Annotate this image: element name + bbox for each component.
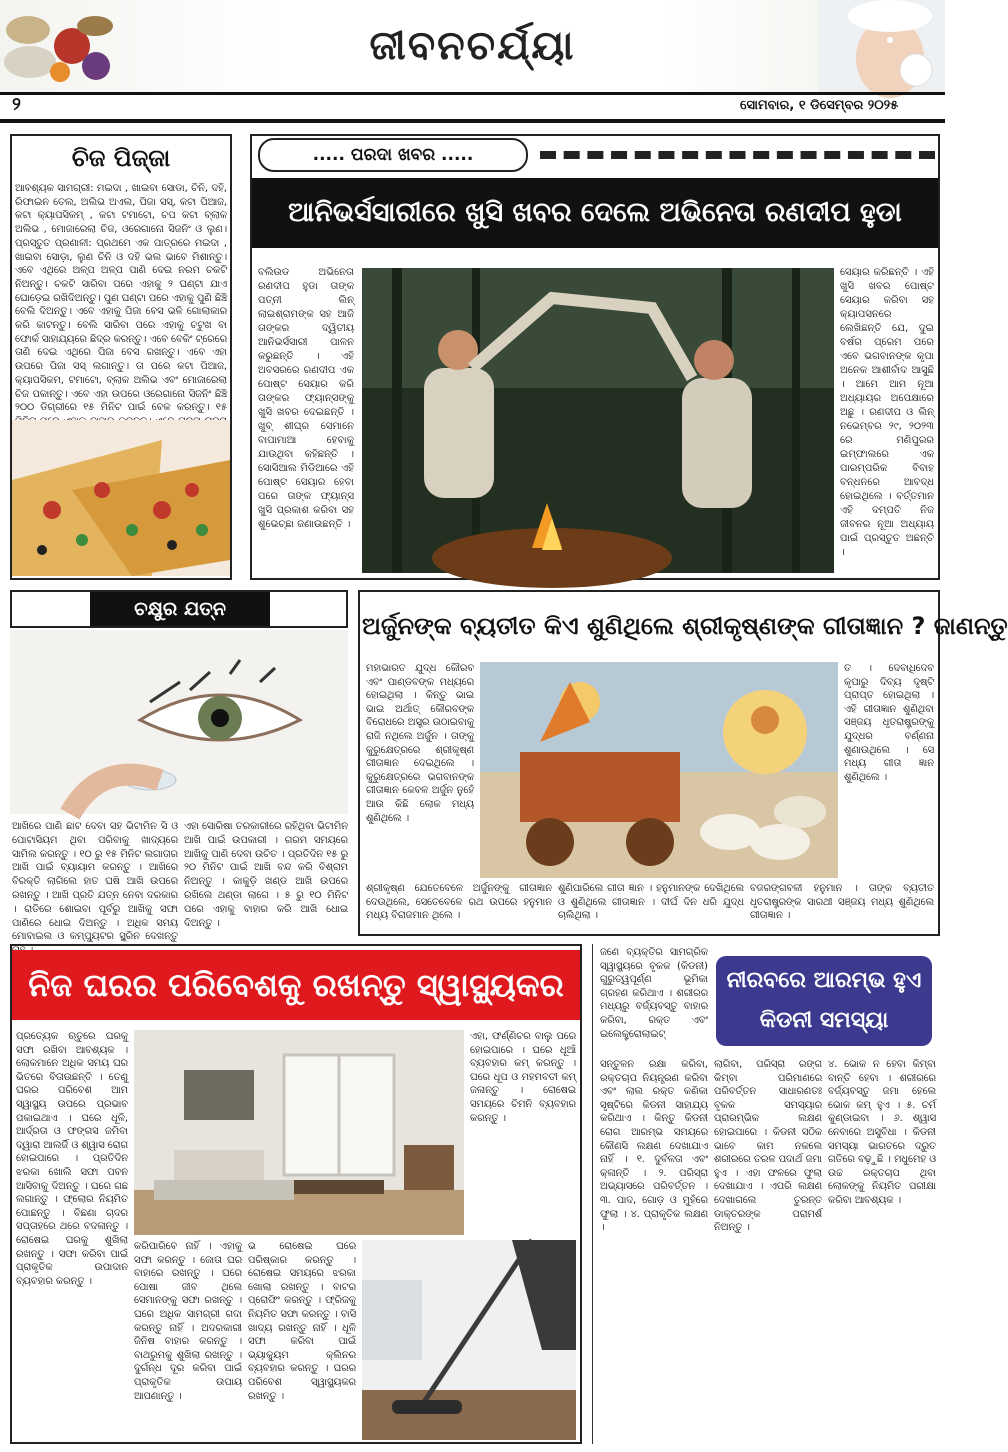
living-room-photo: [134, 1030, 464, 1235]
kidney-col1-text: ସନ୍ତୁଳନ ରକ୍ଷା କରିବା, ରକ୍ତଚାପ ନିୟନ୍ତ୍ରଣ କରିବା ଏବଂ ଲାଲ ରକ୍ତ କଣିକା ସୃଷ୍ଟିରେ କିଡନୀ ସାହାଯ୍ୟ କରିଥାଏ । କିନ୍ତୁ କିଡନୀ ରୋଗ ଆରମ୍ଭ ସମୟରେ କୌଣସି ଲକ୍ଷଣ ଦେଖାଯାଏ ନାହିଁ । ୧. ଦୁର୍ବଳତା ଏବଂ କ୍ଳାନ୍ତି । ୨. ପରିସ୍ରା ଅଭ୍ୟାସରେ ପରିବର୍ତ୍ତନ । ୩. ପାଦ, ଗୋଡ଼ ଓ ମୁହଁରେ ଫୁଲା । ୪. ପ୍ରାକୃତିକ ଲକ୍ଷଣ ।: [600, 1059, 708, 1234]
eye-right-text: ଏହା ସୋରିଷା ତରକାରୀରେ ରହିଥିବା ଭିଟାମିନ ଆଖି ପାଇଁ ଉପକାରୀ । ଗରମ ସମୟରେ ଆଖିକୁ ପାଣି ଦେବା ଉଚିତ । ପ୍ରତିଦିନ ୧୫ ରୁ ୨୦ ମିନିଟ ପାଇଁ ଆଖି ବନ୍ଦ କରି ବିଶ୍ରାମ ନିଅନ୍ତୁ । କାକୁଡ଼ି ଖଣ୍ଡ ଆଖି ଉପରେ ରଖିଲେ ଥଣ୍ଡା ଲାଗେ । ୫ ରୁ ୧୦ ମିନିଟ ପରେ ଏହାକୁ ବାହାର କରି ଆଖି ଧୋଇ ଦିଅନ୍ତୁ ।: [184, 821, 348, 929]
eye-left-text: ଆଖିରେ ପାଣି ଛାଟ ଦେବା ସହ ଭିଟାମିନ ସି ଓ ପୋଟାସିୟମ ଥିବା ପରିବାକୁ ଖାଦ୍ୟରେ ସାମିଲ କରନ୍ତୁ । ୧୦ ରୁ ୧୫ ମିନିଟ ଲଗାତାର ଆଖି ପାଇଁ ବ୍ୟାୟାମ କରନ୍ତୁ । ଆଖିରେ ବିରକ୍ତି ଲାଗିଲେ ହାତ ଘଷି ଆଖି ଉପରେ ରଖନ୍ତୁ । ଆଖି ପ୍ରତି ଯତ୍ନ ନେବା ଦରକାର । ରାତିରେ ଶୋଇବା ପୂର୍ବରୁ ଆଖିକୁ ସଫା ପାଣିରେ ଧୋଇ ଦିଅନ୍ତୁ । ଅଧିକ ସମୟ ମୋବାଇଲ ଓ କମ୍ପ୍ୟୁଟର ସ୍କ୍ରିନ ଦେଖନ୍ତୁ: [12, 821, 178, 943]
gita-bottom-text-c: ବଜରଙ୍ଗବଳୀ ହନୁମାନ । ତାଙ୍କ ବ୍ୟତୀତ ଧୃତରାଷ୍ଟ୍ରଙ୍କ ସାରଥୀ ସଞ୍ଜୟ ମଧ୍ୟ ଶୁଣିଥିଲେ ଗୀତାଜ୍ଞାନ ।: [750, 883, 934, 922]
home-headline: ନିଜ ଘରର ପରିବେଶକୁ ରଖନ୍ତୁ ସ୍ୱାସ୍ଥ୍ୟକର: [12, 950, 580, 1020]
pizza-photo: [12, 420, 230, 576]
kidney-col3-text: ୪. ଭୋକ ନ ହେବା କିମ୍ବା ବାନ୍ତି ହେବା । ଶରୀରରେ ବର୍ଜ୍ୟବସ୍ତୁ ଜମା ହେଲେ ଭୋକ କମ୍ ହୁଏ । ୫. ଚର୍ମ କୁଣ୍ଡାଇବା । ୬. ଶ୍ୱାସ ନେବାରେ ଅସୁବିଧା । କିଡନୀ ସମସ୍ୟା ଭାରତରେ ଦ୍ରୁତ ଗତିରେ ବଢ଼ୁଛି । ମଧୁମେହ ଓ ଉଚ୍ଚ ରକ୍ତଚାପ ଥିବା ଲୋକଙ୍କୁ ନିୟମିତ ପରୀକ୍ଷା କରିବା ଆବଶ୍ୟକ ।: [828, 1059, 936, 1206]
pizza-heading: ଚିଜ ପିଜ୍ଜା: [71, 144, 171, 172]
eye-heading: ଚକ୍ଷୁର ଯତ୍ନ: [90, 592, 270, 626]
vacuum-photo: [362, 1240, 576, 1440]
film-news-headline: ଆନିଭର୍ସସାରୀରେ ଖୁସି ଖବର ଦେଲେ ଅଭିନେତା ରଣଦୀପ ହୁଡା: [252, 178, 938, 248]
couple-photo: [362, 268, 834, 573]
dateline: ସୋମବାର, ୧ ଡିସେମ୍ବର ୨୦୨୫: [740, 98, 899, 113]
kidney-heading: ନୀରବରେ ଆରମ୍ଭ ହୁଏ କିଡନୀ ସମସ୍ୟା: [716, 956, 932, 1046]
kidney-intro-text: ଜଣେ ବ୍ୟକ୍ତିର ସାମଗ୍ରିକ ସ୍ୱାସ୍ଥ୍ୟରେ ବୃକକ (କିଡନୀ) ଗୁରୁତ୍ୱପୂର୍ଣ୍ଣ ଭୂମିକା ଗ୍ରହଣ କରିଥାଏ । ଶରୀରର ମଧ୍ୟରୁ ବର୍ଜ୍ୟବସ୍ତୁ ବାହାର କରିବା, ରକ୍ତ ଏବଂ ଇଲେକ୍ଟ୍ରୋଲାଇଟ୍: [600, 947, 708, 1040]
masthead-rule-bottom: [0, 119, 945, 123]
home-col1-text: ପ୍ରତ୍ୟେକ ଋତୁରେ ଘରକୁ ସଫା ରଖିବା ଆବଶ୍ୟକ । ଲୋକମାନେ ଅଧିକ ସମୟ ଘର ଭିତରେ ବିତାଉଛନ୍ତି । ତେଣୁ ଘରର ପରିବେଶ ଆମ ସ୍ୱାସ୍ଥ୍ୟ ଉପରେ ପ୍ରଭାବ ପକାଇଥାଏ । ଘରେ ଧୂଳି, ଆର୍ଦ୍ରତା ଓ ଫଙ୍ଗସ ଜମିବା ଦ୍ୱାରା ଆଲର୍ଜି ଓ ଶ୍ୱାସ ରୋଗ ହୋଇପାରେ । ପ୍ରତିଦିନ ଝରକା ଖୋଲି ସଫା ପବନ ଆସିବାକୁ ଦିଅନ୍ତୁ । ଘରେ ଗଛ ଲଗାନ୍ତୁ । ଫ୍ଲୋର ନିୟମିତ ପୋଛନ୍ତୁ । ବିଛଣା ଚାଦର ସପ୍ତାହରେ ଥରେ ବଦଳାନ୍ତୁ । ରୋଷେଇ ଘରକୁ ଶୁଖିଲା ରଖନ୍ତୁ । ସଫା କରିବା ପାଇଁ ପ୍ରାକୃତିକ ଉପାଦାନ ବ୍ୟବହାର କରନ୍ତୁ ।: [16, 1031, 128, 1287]
home-col3-text: ଭ ରୋଷେଇ ଘରେ ପରିଷ୍କାର କରନ୍ତୁ । ରୋଷେଇ ସମୟରେ ଝରକା ଖୋଲା ରଖନ୍ତୁ । ବାଟର ପ୍ରୋଫିଂ କରନ୍ତୁ । ଫ୍ରିଜକୁ ନିୟମିତ ସଫା କରନ୍ତୁ । ବାସି ଖାଦ୍ୟ ରଖନ୍ତୁ ନାହିଁ । ଧୂଳି ସଫା କରିବା ପାଇଁ ଭ୍ୟାକ୍ୟୁମ କ୍ଲିନର ବ୍ୟବହାର କରନ୍ତୁ । ଘରର ପରିବେଶ ସ୍ୱାସ୍ଥ୍ୟକର ରଖନ୍ତୁ ।: [248, 1241, 356, 1402]
news-kicker: ..... ପରଦା ଖବର .....: [258, 138, 528, 172]
film-news-left-text: ବଲିଉଡ ଅଭିନେତା ରଣଦୀପ ହୁଡା ତାଙ୍କ ପତ୍ନୀ ଲିନ୍ ଲାଇଶ୍ରାମଙ୍କ ସହ ଆଜି ତାଙ୍କର ଦ୍ୱିତୀୟ ଆନିଭର୍ସସାରୀ ପାଳନ କରୁଛନ୍ତି । ଏହି ଅବସରରେ ରଣଦୀପ ଏକ ପୋଷ୍ଟ ସେୟାର କରି ତାଙ୍କର ଫ୍ୟାନ୍ସଙ୍କୁ ଖୁସି ଖବର ଦେଇଛନ୍ତି । ଖୁବ୍ ଶୀଘ୍ର ସେମାନେ ବାପାମାଆ ହେବାକୁ ଯାଉଥିବା କହିଛନ୍ତି । ସୋସିଆଲ ମିଡିଆରେ ଏହି ପୋଷ୍ଟ ସେୟାର ହେବା ପରେ ତାଙ୍କ ଫ୍ୟାନ୍ସ ଖୁସି ପ୍ରକାଶ କରିବା ସହ ଶୁଭେଚ୍ଛା ଜଣାଉଛନ୍ତି ।: [258, 267, 354, 530]
gita-left-text: ମହାଭାରତ ଯୁଦ୍ଧ କୌରବ ଏବଂ ପାଣ୍ଡବଙ୍କ ମଧ୍ୟରେ ହୋଇଥିଲା । କିନ୍ତୁ ଭାଇ ଭାଇ ଅର୍ଥାତ୍ କୌରବଙ୍କ ବିରୋଧରେ ଅସ୍ତ୍ର ଉଠାଇବାକୁ ରାଜି ନଥିଲେ ଅର୍ଜୁନ । ତାଙ୍କୁ କୁରୁକ୍ଷେତ୍ରରେ ଶ୍ରୀକୃଷ୍ଣ ଗୀତାଜ୍ଞାନ ଦେଇଥିଲେ । କୁରୁକ୍ଷେତ୍ରରେ ଭଗବାନଙ୍କ ଗୀତାଜ୍ଞାନ କେବଳ ଅର୍ଜୁନ ନୁହେଁ ଆଉ କିଛି ଲୋକ ମଧ୍ୟ ଶୁଣିଥିଲେ ।: [366, 663, 474, 824]
masthead-title: ଜୀବନଚର୍ଯ୍ୟା: [369, 23, 576, 69]
page-number: ୨: [12, 94, 21, 115]
gita-bottom-text-a: ଶ୍ରୀକୃଷ୍ଣ ଯେତେବେଳେ ଅର୍ଜୁନଙ୍କୁ ଗୀତାଜ୍ଞାନ ଦେଉଥିଲେ, ସେତେବେଳେ ରଥ ଉପରେ ହନୁମାନ ମଧ୍ୟ ବିରାଜମାନ ଥିଲେ ।: [366, 883, 552, 922]
home-col2-text: ଏହା, ଫର୍ଣ୍ଣିଚର ବାଲୁ ପରେ ହୋଇପାରେ । ଘରେ ଧୂଆଁ ବ୍ୟବହାର କମ୍ କରନ୍ତୁ । ଘରେ ଧୂପ ଓ ମହମବତୀ କମ୍ ଜଳାନ୍ତୁ । ରୋଷେଇ ସମୟରେ ଚିମନି ବ୍ୟବହାର କରନ୍ତୁ ।: [470, 1031, 576, 1124]
eye-photo: [10, 630, 348, 814]
gita-illustration: [480, 662, 838, 878]
home-col2b-text: କରିପାରିବେ ନାହିଁ । ଏହାକୁ ସଫା କରନ୍ତୁ । ଜୋତା ଘର ବାହାରେ ରଖନ୍ତୁ । ଘରେ ପୋଷା ଜୀବ ଥିଲେ ସେମାନଙ୍କୁ ସଫା ରଖନ୍ତୁ । ଘରେ ଅଧିକ ସାମଗ୍ରୀ ଗଦା କରନ୍ତୁ ନାହିଁ । ଅଦରକାରୀ ଜିନିଷ ବାହାର କରନ୍ତୁ । ବାଥରୁମକୁ ଶୁଖିଲା ରଖନ୍ତୁ । ଦୁର୍ଗନ୍ଧ ଦୂର କରିବା ପାଇଁ ପ୍ରାକୃତିକ ଉପାୟ ଆପଣାନ୍ତୁ ।: [134, 1241, 242, 1402]
kidney-separator: [592, 944, 593, 1444]
skincare-photo: [818, 0, 945, 92]
kidney-col2-text: ଲାଗିବା, ପରିସ୍ରା ରଙ୍ଗ କିମ୍ବା ପରିମାଣରେ ପରିବର୍ତ୍ତନ ସାଧାରଣତଃ ବୃକକ ସମସ୍ୟାର ପ୍ରାରମ୍ଭିକ ଲକ୍ଷଣ ହୋଇପାରେ । କିଡନୀ ସଠିକ ଭାବେ କାମ ନକଲେ ଶରୀରରେ ତରଳ ପଦାର୍ଥ ଜମା ହୁଏ । ଏହା ଫଳରେ ଫୁଲା ଦେଖାଯାଏ । ଏପରି ଲକ୍ଷଣ ଦେଖାଗଲେ ତୁରନ୍ତ ଡାକ୍ତରଙ୍କ ପରାମର୍ଶ ନିଅନ୍ତୁ ।: [714, 1059, 822, 1234]
film-news-right-text: ସେୟାର କରିଛନ୍ତି । ଏହି ଖୁସି ଖବର ପୋଷ୍ଟ ସେୟାର କରିବା ସହ କ୍ୟାପସନରେ ଲେଖିଛନ୍ତି ଯେ, ଦୁଇ ବର୍ଷର ପ୍ରେମ ପରେ ଏବେ ଭଗବାନଙ୍କ କୃପା ଅନେକ ଆଶୀର୍ବାଦ ଆସୁଛି । ଆମେ ଆମ ନୂଆ ଅଧ୍ୟାୟର ଅପେକ୍ଷାରେ ଅଛୁ । ରଣଦୀପ ଓ ଲିନ୍ ନଭେମ୍ବର ୨୯, ୨୦୨୩ ରେ ମଣିପୁରର ଇମ୍ଫାଲରେ ଏକ ପାରମ୍ପରିକ ବିବାହ ବନ୍ଧନରେ ଆବଦ୍ଧ ହୋଇଥିଲେ । ବର୍ତ୍ତମାନ ଏହି ଦମ୍ପତି ନିଜ ଜୀବନର ନୂଆ ଅଧ୍ୟାୟ ପାଇଁ ପ୍ରସ୍ତୁତ ଅଛନ୍ତି ।: [840, 267, 934, 558]
gita-right-text: ତ । ଦେବାଧିଦେବ କୃପାରୁ ଦିବ୍ୟ ଦୃଷ୍ଟି ପ୍ରାପ୍ତ ହୋଇଥିଲା । ଏହି ଗୀତାଜ୍ଞାନ ଶୁଣିଥିବା ସଞ୍ଜୟ ଧୃତରାଷ୍ଟ୍ରଙ୍କୁ ଯୁଦ୍ଧର ବର୍ଣ୍ଣନା ଶୁଣାଉଥିଲେ । ସେ ମଧ୍ୟ ଗୀତା ଜ୍ଞାନ ଶୁଣିଥିଲେ ।: [844, 663, 934, 783]
gita-bottom-text-b: ଶୁଣିପାରିଲେ ଗୀତା ଜ୍ଞାନ । ହନୁମାନଙ୍କ ଦେଖିଥିଲେ ଓ ଶୁଣିଥିଲେ ଗୀତାଜ୍ଞାନ । ଦୀର୍ଘ ଦିନ ଧରି ଯୁଦ୍ଧ ଚାଲିଥିଲା ।: [558, 883, 744, 922]
pizza-recipe-text: ଆବଶ୍ୟକ ସାମଗ୍ରୀ: ମଇଦା , ଖାଇବା ସୋଡା, ଚିନି, ଦହି, ରିଫାଇନ ତେଲ, ଅଲିଭ ଅଏଲ, ପିଜା ସସ୍, କଟା ପିଆଜ, କଟା କ୍ୟାପସିକମ୍ , କଟା ଟମାଟୋ, ଚପ କଟା ବ୍ଲାକ ଅଲିଭ , ମୋଜାରେଲା ଚିଜ, ଓରେଗାନୋ ସିଜନିଂ ଓ ଲୁଣ। ପ୍ରସ୍ତୁତ ପ୍ରଣାଳୀ: ପ୍ରଥମେ ଏକ ପାତ୍ରରେ ମଇଦା , ଖାଇବା ସୋଡ଼ା, ଲୁଣ ଚିନି ଓ ଦହି ଭଲ ଭାବେ ମିଶାନ୍ତୁ। ଏବେ ଏଥିରେ ଅଳ୍ପ ଅଳ୍ପ ପାଣି ଦେଇ ନରମ ଚକଟି ନିଅନ୍ତୁ। ଚକଟି ସାରିବା ପରେ ଏହାକୁ ୨ ଘଣ୍ଟା ଯାଏ ଘୋଡ଼େଇ ରଖିଦିଅନ୍ତୁ। ପୁଣ ଘଣ୍ଟା ପରେ ଏହାକୁ ପୁଣି ଛିଞ୍ଚି ବେଲି ଦିଅନ୍ତୁ। ଏବେ ଏହାକୁ ପିଜା ବେସ ଭଳି ଗୋଲାକାର କରି କାଟନ୍ତୁ। ବେଲି ସାରିବା ପରେ ଏହାକୁ ଚଟୁଖ ବା ଫୋର୍କ ସାହାଯ୍ୟରେ ଛିଦ୍ର କରନ୍ତୁ। ଏବେ ବେକିଂ ଟ୍ରେରେ ତାଣି ଦେଇ ଏଥିରେ ପିଜା ବେସ ରଖନ୍ତୁ। ଏବେ ଏହା ଉପରେ ପିଜା ସସ୍ ଲଗାନ୍ତୁ। ତା ପରେ କଟା ପିଆଜ, କ୍ୟାପସିକମ, ଟମାଟୋ, ବ୍ଲାକ ଅଲିଭ ଏବଂ ମୋଜାରେଲା ଚିଜ ପକାନ୍ତୁ। ଏବେ ଏହା ଉପରେ ଓରେଗାନୋ ସିଜନିଂ ଛିଞ୍ଚି ୨୦୦ ଡିଗ୍ରୀରେ ୧୫ ମିନିଟ ପାଇଁ ବେକ କରନ୍ତୁ। ୧୫: [15, 183, 227, 414]
gita-headline: ଅର୍ଜୁନଙ୍କ ବ୍ୟତୀତ କିଏ ଶୁଣିଥିଲେ ଶ୍ରୀକୃଷ୍ଣଙ୍କ ଗୀତାଜ୍ଞାନ ? ଜାଣନ୍ତୁ: [362, 612, 1008, 640]
